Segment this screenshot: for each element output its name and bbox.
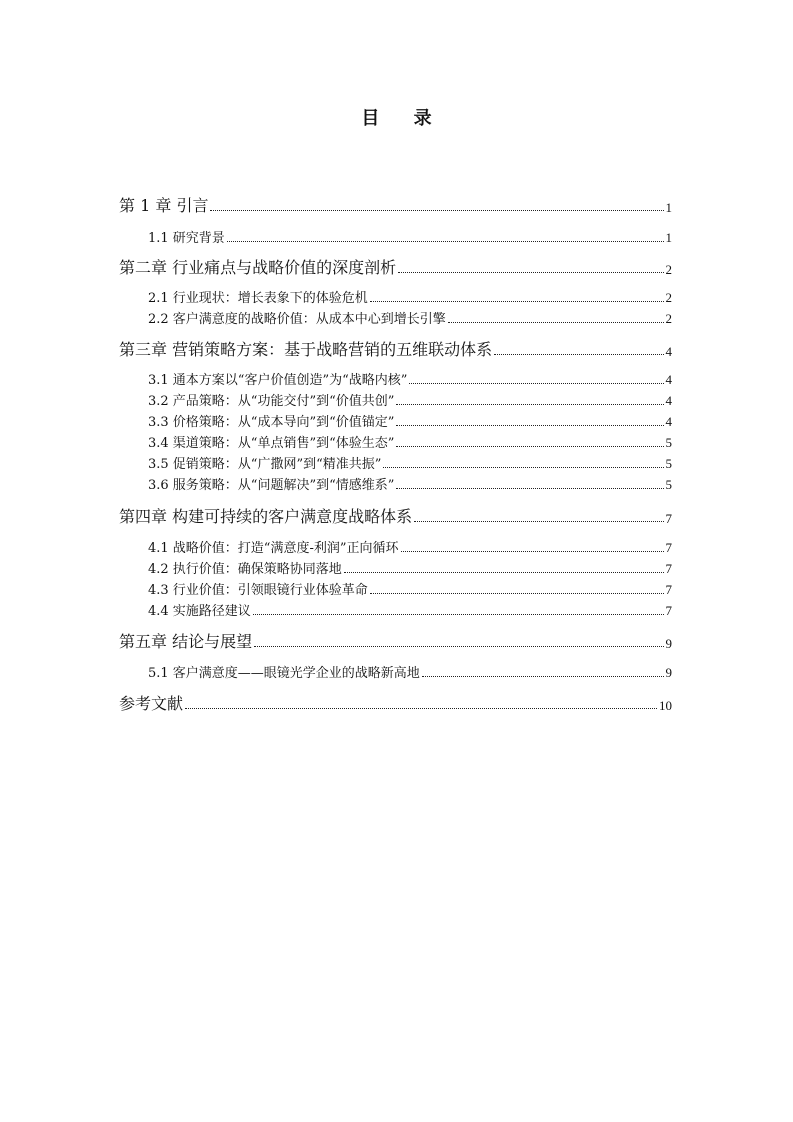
toc-entry-3-4[interactable] [148, 433, 672, 451]
toc-entry-4-1[interactable] [148, 538, 672, 556]
dot-leader [398, 272, 663, 273]
toc-entry-references[interactable] [119, 692, 672, 714]
dot-leader [396, 488, 663, 489]
dot-leader [210, 210, 663, 211]
toc-entry-chapter-1[interactable] [119, 194, 672, 216]
dot-leader [370, 593, 664, 594]
toc-page-number: 4 [665, 372, 672, 387]
toc-entry-label: 第二章 行业痛点与战略价值的深度剖析 [119, 258, 397, 277]
toc-page-number: 9 [665, 636, 672, 651]
dot-leader [185, 708, 657, 709]
toc-page-number: 5 [665, 477, 672, 492]
dot-leader [370, 301, 664, 302]
toc-page-number: 7 [665, 540, 672, 555]
toc-entry-3-2[interactable] [148, 391, 672, 409]
toc-entry-label: 第三章 营销策略方案：基于战略营销的五维联动体系 [119, 340, 493, 359]
toc-entry-3-3[interactable] [148, 412, 672, 430]
toc-page-number: 1 [665, 230, 672, 245]
toc-entry-4-2[interactable] [148, 559, 672, 577]
toc-page-number: 10 [659, 698, 672, 713]
toc-entry-label: 4.3 行业价值：引领眼镜行业体验革命 [148, 583, 368, 598]
toc-entry-label: 2.1 行业现状：增长表象下的体验危机 [148, 291, 368, 306]
toc-page-number: 5 [665, 456, 672, 471]
dot-leader [396, 404, 663, 405]
toc-entry-4-4[interactable] [148, 601, 672, 619]
toc-entry-label: 第五章 结论与展望 [119, 632, 253, 651]
toc-title: 目 录 [361, 108, 446, 129]
toc-page-number: 2 [665, 262, 672, 277]
toc-entry-3-5[interactable] [148, 454, 672, 472]
toc-entry-label: 5.1 客户满意度——眼镜光学企业的战略新高地 [148, 666, 420, 681]
toc-page-number: 4 [665, 393, 672, 408]
dot-leader [401, 551, 664, 552]
toc-page-number: 7 [665, 582, 672, 597]
toc-entry-label: 3.5 促销策略：从“广撒网”到“精准共振” [148, 457, 382, 472]
dot-leader [383, 467, 663, 468]
toc-entry-2-2[interactable] [148, 309, 672, 327]
toc-entry-1-1[interactable] [148, 228, 672, 246]
toc-entry-label: 第四章 构建可持续的客户满意度战略体系 [119, 507, 413, 526]
toc-page-number: 2 [665, 311, 672, 326]
toc-entry-chapter-5[interactable] [119, 630, 672, 652]
toc-entry-4-3[interactable] [148, 580, 672, 598]
dot-leader [344, 572, 664, 573]
toc-entry-label: 3.6 服务策略：从“问题解决”到“情感维系” [148, 478, 395, 493]
dot-leader [494, 354, 663, 355]
toc-page-number: 7 [665, 511, 672, 526]
toc-page-number: 2 [665, 290, 672, 305]
toc-page-number: 7 [665, 603, 672, 618]
toc-entry-3-6[interactable] [148, 475, 672, 493]
dot-leader [227, 241, 664, 242]
dot-leader [422, 676, 664, 677]
toc-entry-label: 3.3 价格策略：从“成本导向”到“价值锚定” [148, 415, 395, 430]
toc-page-number: 5 [665, 435, 672, 450]
toc-entry-2-1[interactable] [148, 288, 672, 306]
dot-leader [414, 521, 663, 522]
dot-leader [396, 446, 663, 447]
toc-entry-label: 3.2 产品策略：从“功能交付”到“价值共创” [148, 394, 395, 409]
toc-entry-label: 2.2 客户满意度的战略价值：从成本中心到增长引擎 [148, 312, 446, 327]
toc-entry-3-1[interactable] [148, 370, 672, 388]
toc-page-number: 9 [665, 665, 672, 680]
toc-entry-label: 3.1 通本方案以“客户价值创造”为“战略内核” [148, 373, 408, 388]
dot-leader [448, 322, 664, 323]
toc-entry-label: 1.1 研究背景 [148, 231, 225, 246]
toc-entry-chapter-3[interactable] [119, 338, 672, 360]
dot-leader [409, 383, 663, 384]
toc-entry-chapter-2[interactable] [119, 256, 672, 278]
toc-entry-label: 4.4 实施路径建议 [148, 604, 251, 619]
toc-entry-label: 4.2 执行价值：确保策略协同落地 [148, 562, 342, 577]
toc-entry-label: 4.1 战略价值：打造“满意度-利润”正向循环 [148, 541, 399, 556]
toc-entry-label: 参考文献 [119, 694, 184, 713]
toc-page-number: 7 [665, 561, 672, 576]
dot-leader [253, 614, 664, 615]
toc-page-number: 4 [665, 414, 672, 429]
toc-page-number: 4 [665, 344, 672, 359]
toc-entry-label: 第 1 章 引言 [119, 196, 209, 215]
toc-entry-chapter-4[interactable] [119, 505, 672, 527]
toc-entry-5-1[interactable] [148, 663, 672, 681]
dot-leader [396, 425, 663, 426]
dot-leader [254, 646, 663, 647]
toc-entry-label: 3.4 渠道策略：从“单点销售”到“体验生态” [148, 436, 395, 451]
toc-page-number: 1 [665, 200, 672, 215]
